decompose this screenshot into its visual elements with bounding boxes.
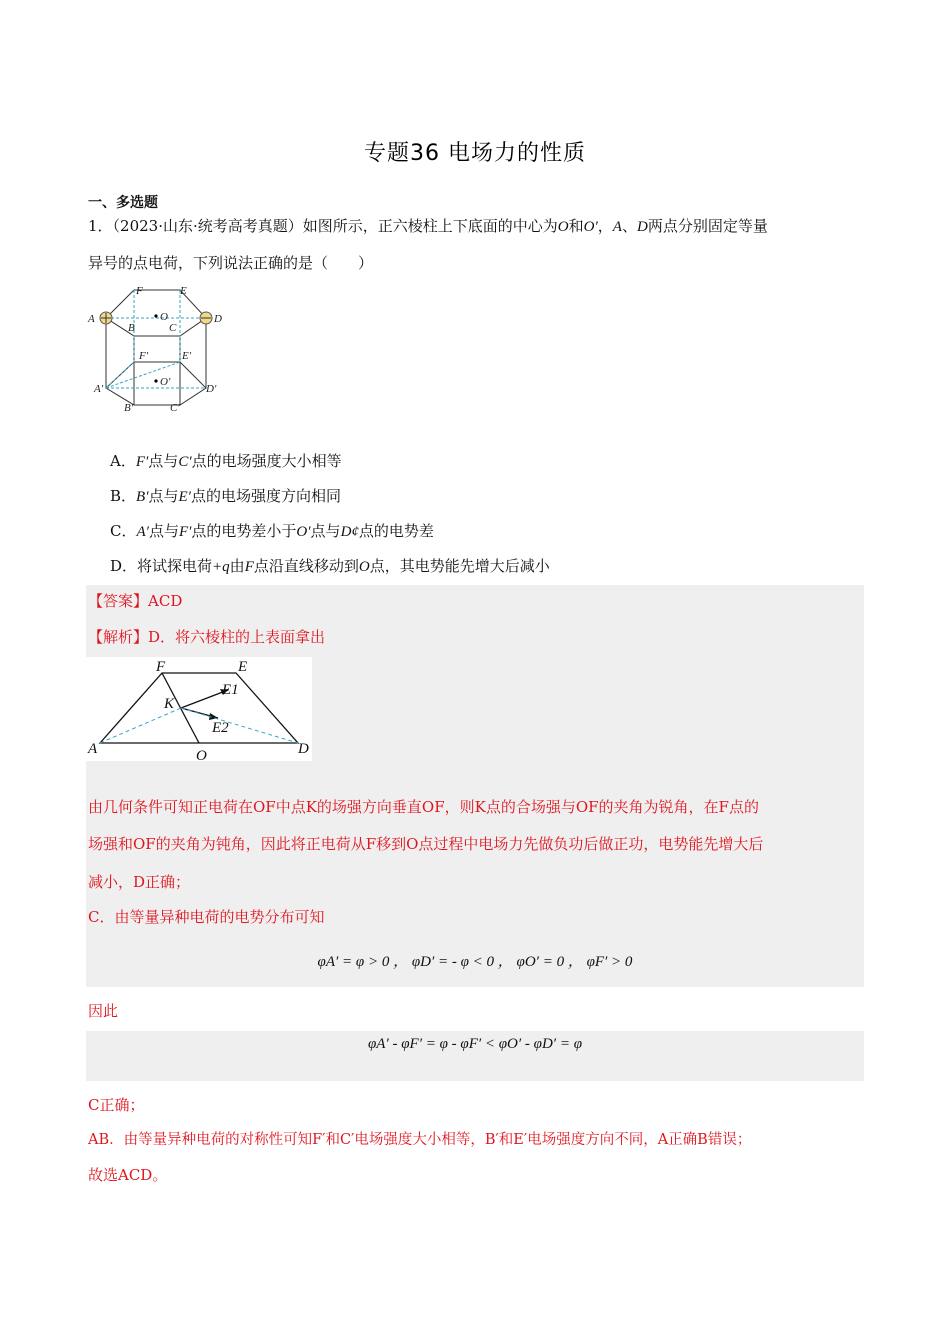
option-text: 点与 bbox=[148, 522, 179, 540]
fig-label: O bbox=[160, 311, 168, 323]
fig2-label: O bbox=[196, 748, 207, 761]
fig-label: C′ bbox=[170, 402, 180, 414]
prism-top-face bbox=[106, 290, 206, 336]
stem-text: 两点分别固定等量 bbox=[647, 217, 768, 235]
fig-label: O′ bbox=[160, 376, 171, 388]
prism-bottom-face-outline bbox=[106, 362, 206, 405]
page-title: 专题36 电场力的性质 bbox=[364, 141, 586, 166]
stem-text: 、 bbox=[621, 217, 637, 235]
analysis-label: 【解析】 bbox=[88, 628, 149, 646]
trapezoid-figure bbox=[86, 657, 312, 761]
fig-label: F′ bbox=[139, 350, 149, 362]
option-text: 点沿直线移动到 bbox=[253, 557, 359, 575]
option-text: 点与 bbox=[148, 487, 179, 505]
equation-1: φA′ = φ > 0 ， φD′ = - φ < 0 ， φO′ = 0 ， φF′ > 0 bbox=[317, 954, 633, 970]
option-a[interactable] bbox=[110, 451, 342, 472]
option-key: D． bbox=[110, 557, 138, 575]
stem-var-o: O bbox=[557, 219, 569, 235]
option-text: 将试探电荷 bbox=[137, 557, 213, 575]
fig-label: F bbox=[136, 285, 143, 297]
analysis-first-line bbox=[88, 627, 325, 647]
fig-label: E′ bbox=[182, 350, 192, 362]
analysis-para-line1: 由几何条件可知正电荷在OF中点K的场强方向垂直OF，则K点的合场强与OF的夹角为锐角，在F点的 bbox=[88, 798, 759, 816]
option-text: 点与 bbox=[310, 522, 341, 540]
analysis-ab-line: AB．由等量异种电荷的对称性可知F′和C′电场强度大小相等，B′和E′电场强度方向不同，A正确B错误； bbox=[88, 1132, 752, 1148]
option-text: 由 bbox=[229, 557, 245, 575]
option-point: E′ bbox=[178, 489, 191, 505]
option-key: A． bbox=[110, 452, 136, 470]
question-stem-line1 bbox=[88, 216, 768, 237]
fig-label: D′ bbox=[206, 383, 217, 395]
fig-label: A bbox=[88, 313, 95, 325]
stem-var-d: D bbox=[636, 219, 648, 235]
fig2-label: E bbox=[238, 659, 248, 675]
trapezoid-shape bbox=[100, 673, 298, 743]
option-point: F′ bbox=[178, 524, 192, 540]
option-key: B． bbox=[110, 487, 137, 505]
stem-text: ， bbox=[597, 217, 613, 235]
option-b[interactable] bbox=[110, 486, 341, 507]
stem-var-oprime: O′ bbox=[583, 219, 598, 235]
option-point: F′ bbox=[135, 454, 149, 470]
option-charge: +q bbox=[212, 559, 230, 575]
fig-label: A′ bbox=[94, 383, 104, 395]
option-text: 点与 bbox=[148, 452, 179, 470]
fig2-label: E1 bbox=[222, 682, 239, 698]
analysis-therefore: 因此 bbox=[88, 1002, 119, 1020]
fig-label: D bbox=[214, 313, 222, 325]
option-text: 点的电势差 bbox=[358, 522, 434, 540]
section-heading: 一、多选题 bbox=[88, 195, 158, 211]
option-point: A′ bbox=[136, 524, 149, 540]
analysis-para-line2: 场强和OF的夹角为钝角，因此将正电荷从F移到O点过程中电场力先做负功后做正功，电势能先增大后 bbox=[88, 835, 764, 853]
fig2-label: E2 bbox=[212, 720, 229, 736]
option-point: D¢ bbox=[340, 524, 359, 540]
fig2-label: K bbox=[164, 696, 175, 712]
option-text: 点，其电势能先增大后减小 bbox=[369, 557, 550, 575]
option-key: C． bbox=[110, 522, 137, 540]
option-c[interactable] bbox=[110, 521, 434, 542]
option-point: O′ bbox=[296, 524, 311, 540]
answer-line bbox=[88, 591, 182, 611]
option-text: 点的电场强度大小相等 bbox=[191, 452, 342, 470]
analysis-c-line: C．由等量异种电荷的电势分布可知 bbox=[88, 908, 325, 926]
hexagonal-prism-figure bbox=[86, 280, 236, 415]
analysis-para-line3: 减小，D正确； bbox=[88, 873, 191, 891]
fig2-label: F bbox=[156, 659, 166, 675]
analysis-c-correct: C正确； bbox=[88, 1096, 145, 1114]
question-stem-line2: 异号的点电荷，下列说法正确的是（ ） bbox=[88, 254, 374, 272]
stem-text: 如图所示，正六棱柱上下底面的中心为 bbox=[302, 217, 558, 235]
stem-var-a: A bbox=[612, 219, 622, 235]
stem-text: 和 bbox=[568, 217, 584, 235]
fig2-label: A bbox=[88, 741, 98, 757]
equation-2: φA′ - φF′ = φ - φF′ < φO′ - φD′ = φ bbox=[368, 1036, 582, 1052]
analysis-text: D．将六棱柱的上表面拿出 bbox=[148, 628, 326, 646]
fig2-label: D bbox=[298, 741, 309, 757]
analysis-final: 故选ACD。 bbox=[88, 1166, 168, 1184]
answer-label: 【答案】 bbox=[88, 592, 149, 610]
option-d[interactable] bbox=[110, 556, 550, 577]
option-point: B′ bbox=[136, 489, 149, 505]
option-point: C′ bbox=[178, 454, 192, 470]
fig-label: C bbox=[169, 322, 177, 334]
option-point: F bbox=[244, 559, 254, 575]
answer-value: ACD bbox=[148, 592, 183, 610]
fig-label: E bbox=[180, 285, 187, 297]
option-text: 点的电势差小于 bbox=[191, 522, 297, 540]
fig-label: B′ bbox=[124, 402, 134, 414]
question-number: 1． bbox=[88, 217, 113, 235]
fig-label: B bbox=[128, 322, 135, 334]
question-source: （2023·山东·统考高考真题） bbox=[112, 217, 303, 235]
option-point: O bbox=[358, 559, 370, 575]
option-text: 点的电场强度方向相同 bbox=[190, 487, 341, 505]
